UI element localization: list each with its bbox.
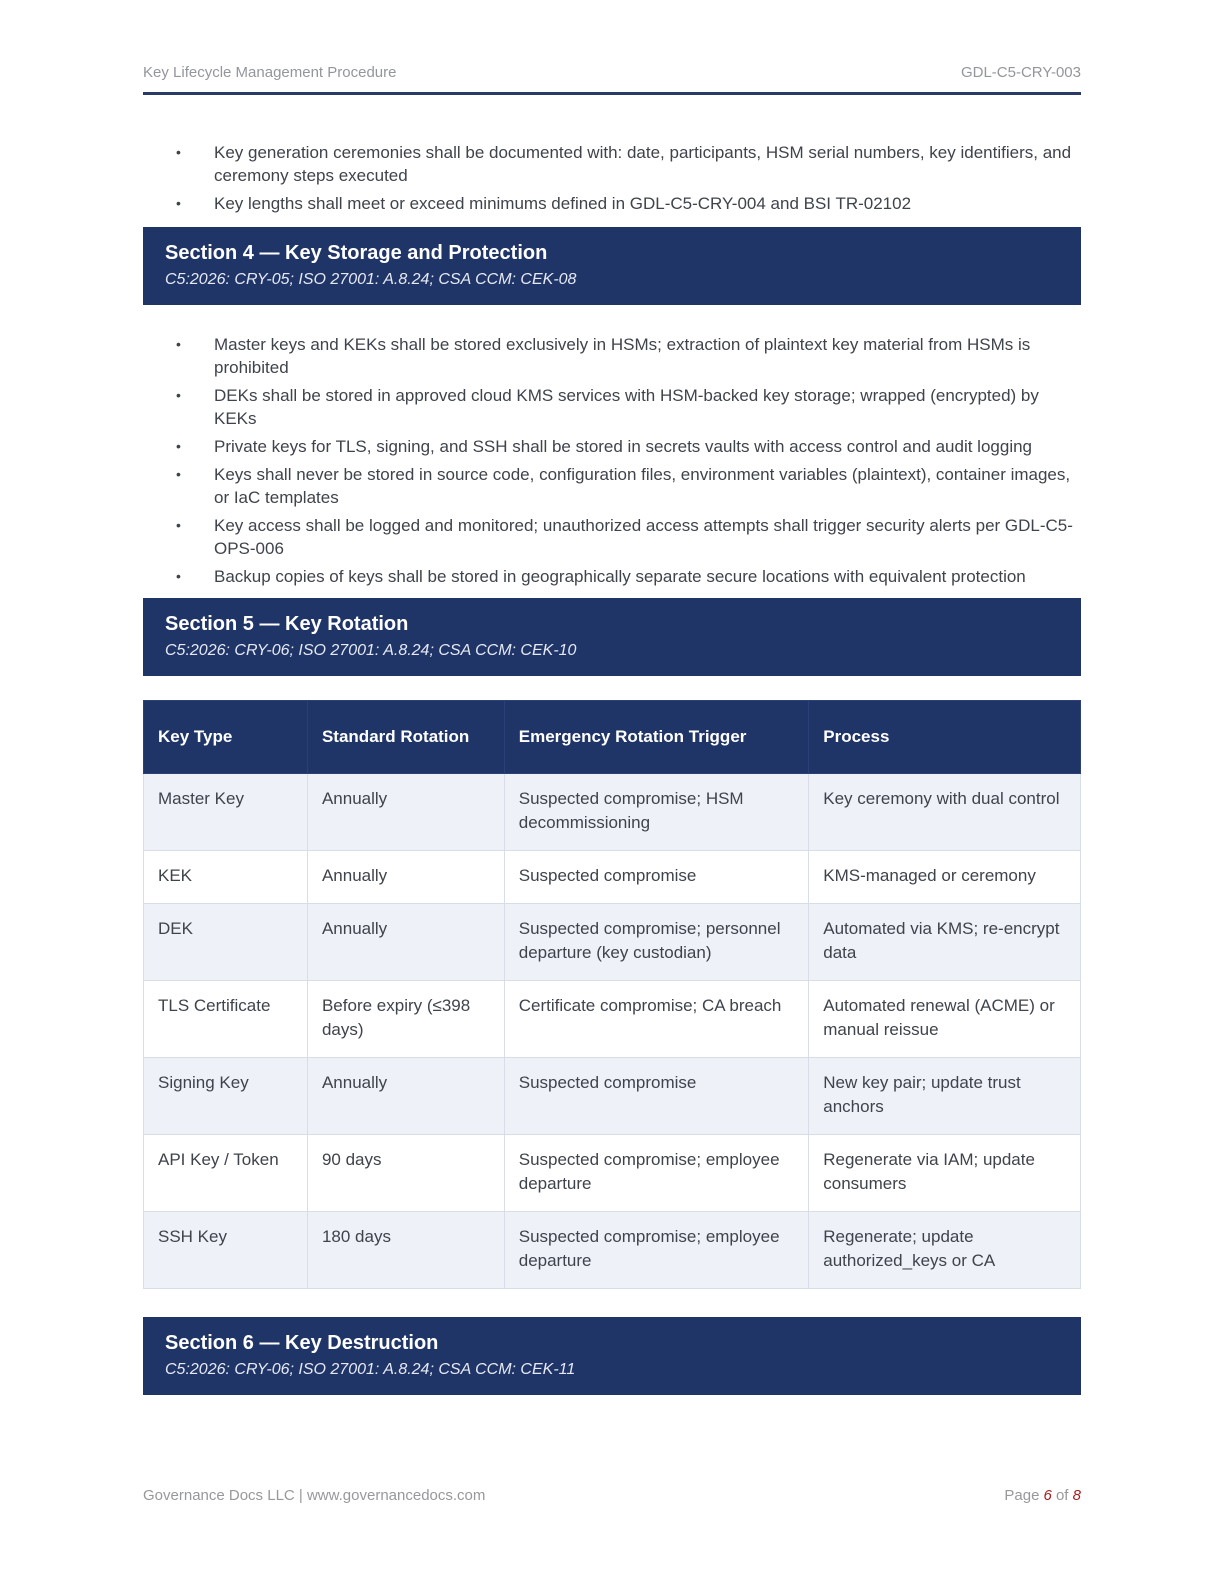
cell-key-type: KEK (144, 851, 308, 904)
section-5-subtitle: C5:2026: CRY-06; ISO 27001: A.8.24; CSA CCM: CEK-10 (165, 642, 577, 659)
table-row (144, 1212, 1081, 1289)
footer-page-current: 6 (1043, 1487, 1052, 1504)
section-4-bullet-list (143, 333, 1081, 588)
column-header-key-type: Key Type (144, 701, 308, 774)
cell-emergency-trigger: Suspected compromise; HSM decommissioning (504, 774, 809, 851)
section-6-banner (143, 1317, 1081, 1395)
bullet-marker-icon: • (176, 336, 181, 352)
cell-key-type: Signing Key (144, 1058, 308, 1135)
cell-process: KMS-managed or ceremony (809, 851, 1081, 904)
cell-standard-rotation: Annually (307, 774, 504, 851)
document-header (143, 64, 1081, 95)
cell-process: Automated via KMS; re-encrypt data (809, 904, 1081, 981)
cell-emergency-trigger: Suspected compromise; employee departure (504, 1135, 809, 1212)
cell-standard-rotation: Before expiry (≤398 days) (307, 981, 504, 1058)
list-item (143, 141, 1081, 187)
bullet-text: Master keys and KEKs shall be stored exclusively in HSMs; extraction of plaintext key material from HSMs is prohibited (214, 335, 1031, 377)
section-4-banner (143, 227, 1081, 305)
section-5-banner (143, 598, 1081, 676)
key-rotation-table (143, 700, 1081, 1289)
cell-standard-rotation: Annually (307, 851, 504, 904)
bullet-marker-icon: • (176, 438, 181, 454)
bullet-text: Keys shall never be stored in source code, configuration files, environment variables (plaintext), container images, or IaC templates (214, 465, 1071, 507)
bullet-text: Key access shall be logged and monitored; unauthorized access attempts shall trigger security alerts per GDL-C5-OPS-006 (214, 516, 1073, 558)
cell-process: Automated renewal (ACME) or manual reissue (809, 981, 1081, 1058)
cell-emergency-trigger: Suspected compromise; employee departure (504, 1212, 809, 1289)
list-item (143, 333, 1081, 379)
footer-company-info: Governance Docs LLC | www.governancedocs.com (143, 1487, 486, 1504)
cell-emergency-trigger: Suspected compromise (504, 851, 809, 904)
footer-page-label: Page (1004, 1487, 1040, 1504)
cell-process: Key ceremony with dual control (809, 774, 1081, 851)
list-item (143, 565, 1081, 588)
cell-key-type: TLS Certificate (144, 981, 308, 1058)
list-item (143, 435, 1081, 458)
table-row (144, 774, 1081, 851)
cell-emergency-trigger: Certificate compromise; CA breach (504, 981, 809, 1058)
table-row (144, 851, 1081, 904)
bullet-text: Private keys for TLS, signing, and SSH shall be stored in secrets vaults with access control and audit logging (214, 437, 1033, 456)
intro-bullet-list (143, 141, 1081, 215)
table-row (144, 1058, 1081, 1135)
footer-of-label: of (1051, 1487, 1073, 1504)
bullet-marker-icon: • (176, 387, 181, 403)
cell-key-type: DEK (144, 904, 308, 981)
list-item (143, 514, 1081, 560)
cell-standard-rotation: Annually (307, 1058, 504, 1135)
column-header-process: Process (809, 701, 1081, 774)
table-header-row (144, 701, 1081, 774)
section-5-title: Section 5 — Key Rotation (165, 613, 409, 635)
cell-key-type: SSH Key (144, 1212, 308, 1289)
bullet-marker-icon: • (176, 195, 181, 211)
section-6-subtitle: C5:2026: CRY-06; ISO 27001: A.8.24; CSA CCM: CEK-11 (165, 1361, 576, 1378)
cell-emergency-trigger: Suspected compromise; personnel departure (key custodian) (504, 904, 809, 981)
column-header-standard-rotation: Standard Rotation (307, 701, 504, 774)
footer-page-total: 8 (1072, 1487, 1081, 1504)
section-4-subtitle: C5:2026: CRY-05; ISO 27001: A.8.24; CSA CCM: CEK-08 (165, 271, 577, 288)
bullet-marker-icon: • (176, 517, 181, 533)
document-footer (143, 1487, 1081, 1504)
list-item (143, 463, 1081, 509)
bullet-marker-icon: • (176, 466, 181, 482)
cell-standard-rotation: 180 days (307, 1212, 504, 1289)
column-header-emergency-trigger: Emergency Rotation Trigger (504, 701, 809, 774)
table-row (144, 904, 1081, 981)
header-document-title: Key Lifecycle Management Procedure (143, 64, 397, 81)
bullet-text: Backup copies of keys shall be stored in geographically separate secure locations with equivalent protection (214, 567, 1026, 586)
list-item (143, 192, 1081, 215)
list-item (143, 384, 1081, 430)
cell-key-type: Master Key (144, 774, 308, 851)
cell-standard-rotation: 90 days (307, 1135, 504, 1212)
footer-page-indicator (1004, 1487, 1081, 1504)
cell-key-type: API Key / Token (144, 1135, 308, 1212)
header-document-id: GDL-C5-CRY-003 (960, 64, 1081, 81)
cell-emergency-trigger: Suspected compromise (504, 1058, 809, 1135)
bullet-text: Key generation ceremonies shall be documented with: date, participants, HSM serial numbers, key identifiers, and ceremony steps executed (214, 143, 1072, 185)
table-row (144, 1135, 1081, 1212)
section-4-title: Section 4 — Key Storage and Protection (165, 242, 548, 264)
table-row (144, 981, 1081, 1058)
cell-process: Regenerate; update authorized_keys or CA (809, 1212, 1081, 1289)
bullet-marker-icon: • (176, 568, 181, 584)
cell-standard-rotation: Annually (307, 904, 504, 981)
section-6-title: Section 6 — Key Destruction (165, 1332, 439, 1354)
bullet-marker-icon: • (176, 144, 181, 160)
cell-process: Regenerate via IAM; update consumers (809, 1135, 1081, 1212)
bullet-text: Key lengths shall meet or exceed minimums defined in GDL-C5-CRY-004 and BSI TR-02102 (214, 194, 912, 213)
cell-process: New key pair; update trust anchors (809, 1058, 1081, 1135)
bullet-text: DEKs shall be stored in approved cloud KMS services with HSM-backed key storage; wrapped (encrypted) by KEKs (214, 386, 1039, 428)
